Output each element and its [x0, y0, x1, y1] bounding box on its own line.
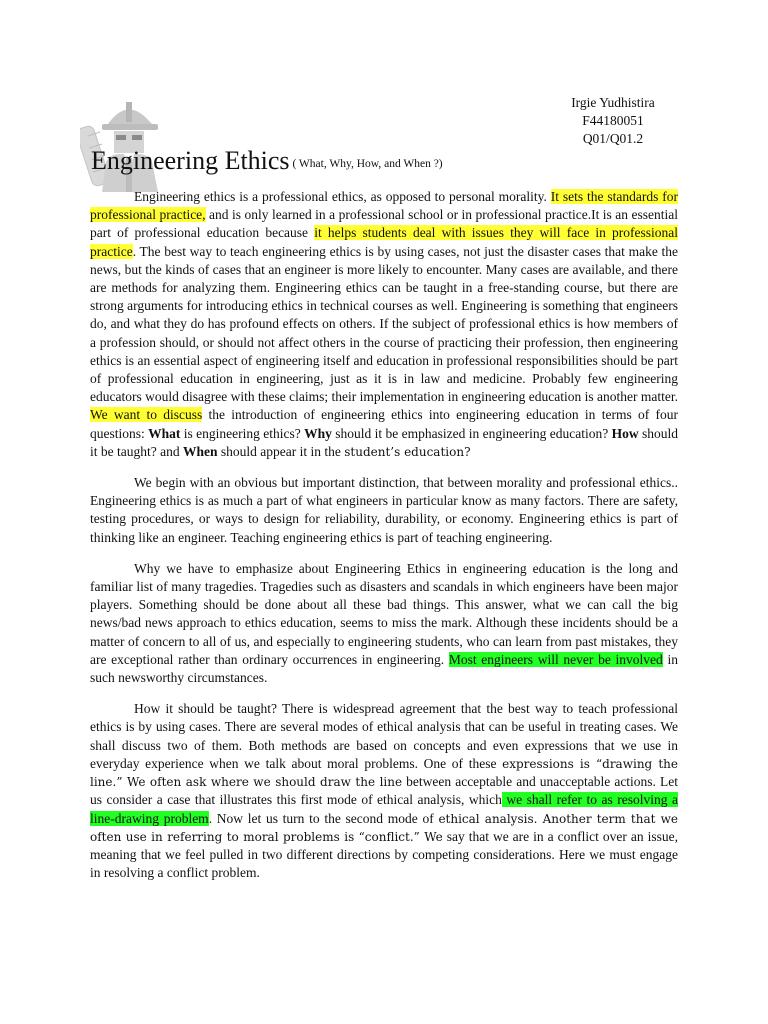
text-run: Why we have to emphasize about Engineering Ethics in engineering education is the long and familiar list of many tragedies. Tragedies such as disasters and scandals in which engineers have been major players. Something should be done about all these bad things. This answer, what we can call the big news/bad news approach to ethics education, seems to miss the mark. Although these incidents should be a matter of concern to all of us, and especially to engineering students, who can learn from past mistakes, they are exceptional rather than ordinary occurrences in engineering.	[90, 560, 678, 667]
author-info	[478, 94, 678, 148]
text-run: in such newsworthy circumstances.	[90, 651, 678, 686]
text-run: between acceptable and unacceptable actions. Let us consider a case that illustrates this first mode of ethical analysis, which	[90, 774, 678, 808]
paragraph-2	[90, 474, 678, 547]
text-run: and is only learned in a professional school or in professional practice.It is an essential part of professional education because	[90, 207, 678, 241]
text-run: say that we are in a conflict over an issue, meaning that we feel pulled in two different directions by competing considerations. Here we must engage in resolving a conflict problem.	[90, 828, 678, 881]
text-run: should appear it in the	[217, 443, 345, 459]
text-run: . The best way to teach engineering ethics is by using cases, not just the disaster cases that make the news, but the kinds of cases that an engineer is more likely to encounter. Many cases are available, and there are methods for analyzing them. Engineering ethics can be taught in a free-standing course, but there are strong arguments for introducing ethics in technical courses as well. Engineering is something that engineers do, and what they do has profound effects on others. If the subject of professional ethics is how members of a profession should, or should not affect others in the course of practicing their profession, then engineering ethics is an essential aspect of engineering itself and education in professional responsibilities should be part of professional education in engineering, just as it is in law and medicine. Probably few engineering educators would disagree with these claims; their implementation in engineering education is another matter.	[90, 243, 678, 405]
document-title	[91, 146, 443, 176]
text-run: the introduction of engineering ethics into engineering education in terms of four questions:	[90, 407, 678, 441]
text-run: ethical analysis. Another term that we often use in referring to moral problems is “conflict.” We	[90, 811, 678, 844]
paragraph-4	[90, 700, 678, 882]
paragraph-1	[90, 188, 678, 461]
highlight-yellow: It sets the standards for professional practice,	[90, 189, 679, 223]
bold-what: What	[148, 425, 181, 441]
text-run: should it be taught? and	[90, 425, 678, 459]
text-run: . Now let us turn to the second mode of	[208, 810, 439, 826]
title-main: Engineering Ethics	[91, 146, 290, 175]
bold-how: How	[611, 425, 639, 441]
title-subtitle: ( What, Why, How, and When ?)	[289, 158, 443, 170]
text-run: student’s education?	[344, 444, 471, 459]
highlight-yellow: We want to discuss	[90, 407, 203, 423]
text-run: How it should be taught? There is widespread agreement that the best way to teach professional ethics is by using cases. There are several modes of ethical analysis that can be useful in treating cases. We shall discuss two of them. Both methods are based on concepts and even expressions that we use in everyday experience when we talk about moral problems. One of these	[90, 701, 678, 771]
body-text	[90, 188, 678, 895]
highlight-green: we shall refer to as resolving a line-drawing problem	[90, 792, 678, 826]
text-run: is engineering ethics?	[180, 425, 305, 441]
assignment-code: Q01/Q01.2	[582, 131, 644, 146]
highlight-yellow: it helps students deal with issues they will face in professional practice	[90, 225, 678, 259]
bold-why: Why	[304, 425, 332, 441]
bold-when: When	[182, 443, 218, 459]
text-run: Engineering ethics is a professional ethics, as opposed to personal morality.	[134, 189, 551, 204]
author-name: Irgie Yudhistira	[571, 95, 655, 110]
student-id: F44180051	[582, 113, 644, 128]
text-run: should it be emphasized in engineering education?	[331, 425, 612, 441]
highlight-green: Most engineers will never be involved	[448, 651, 663, 667]
paragraph-3	[90, 560, 678, 687]
text-run: expressions is “drawing the line.” We often ask where we should draw the line	[90, 756, 678, 790]
text-run: We begin with an obvious but important distinction, that between morality and professional ethics.. Engineering ethics is as much a part of what engineers in particular know as many factors. There are safety, testing procedures, or ways to design for reliability, durability, or economy. Engineering ethics is part of thinking like an engineer. Teaching engineering ethics is part of teaching engineering.	[90, 475, 678, 545]
